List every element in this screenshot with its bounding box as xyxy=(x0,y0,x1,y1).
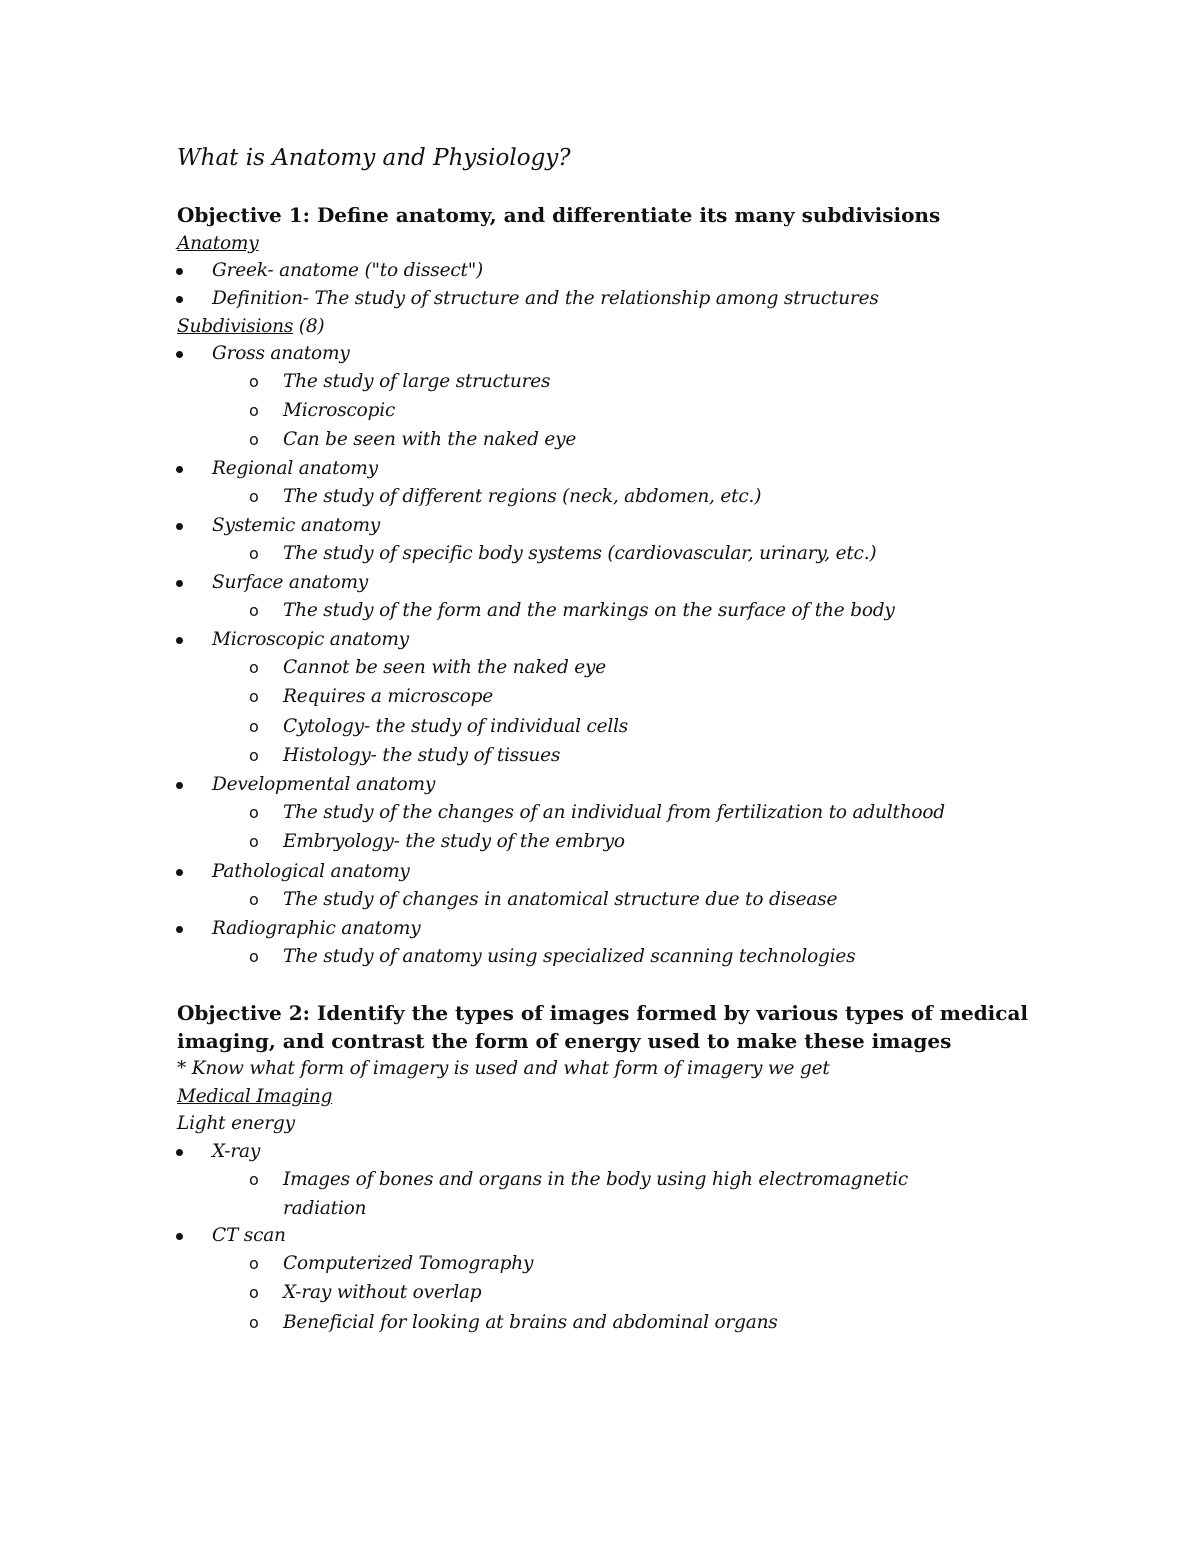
anatomy-heading: Anatomy xyxy=(177,233,259,254)
subdivision-detail: The study of specific body systems (cardiovascular, urinary, etc.) xyxy=(283,543,877,564)
imaging-detail: Computerized Tomography xyxy=(283,1253,534,1274)
imaging-detail-continuation: radiation xyxy=(283,1198,367,1219)
bullet-icon xyxy=(176,523,183,530)
circle-bullet-icon: o xyxy=(249,1283,259,1302)
subdivision-detail: Cannot be seen with the naked eye xyxy=(283,657,607,678)
imaging-detail: Beneficial for looking at brains and abdominal organs xyxy=(283,1312,778,1333)
circle-bullet-icon: o xyxy=(249,1254,259,1273)
objective-1-text: Define anatomy, and differentiate its many subdivisions xyxy=(310,203,941,227)
subdivision-detail: The study of different regions (neck, abdomen, etc.) xyxy=(283,486,762,507)
objective-2-heading-line2: imaging, and contrast the form of energy used to make these images xyxy=(177,1029,952,1053)
bullet-icon xyxy=(176,869,183,876)
subdivision-detail: Cytology- the study of individual cells xyxy=(283,716,629,737)
subdivision-detail: Can be seen with the naked eye xyxy=(283,429,577,450)
subdivision-detail: The study of anatomy using specialized scanning technologies xyxy=(283,946,856,967)
subdivisions-count: (8) xyxy=(293,316,325,337)
circle-bullet-icon: o xyxy=(249,890,259,909)
imaging-detail: X-ray without overlap xyxy=(283,1282,482,1303)
subdivision-detail: The study of the form and the markings on the surface of the body xyxy=(283,600,895,621)
note-text: * Know what form of imagery is used and what form of imagery we get xyxy=(177,1058,830,1079)
subdivision-detail: Embryology- the study of the embryo xyxy=(283,831,625,852)
bullet-icon xyxy=(176,926,183,933)
subdivisions-heading xyxy=(177,313,324,341)
subdivision-name: Gross anatomy xyxy=(212,343,350,364)
medical-imaging-heading: Medical Imaging xyxy=(177,1086,333,1107)
subdivision-name: Pathological anatomy xyxy=(212,861,410,882)
bullet-icon xyxy=(176,351,183,358)
subdivision-detail: The study of the changes of an individual from fertilization to adulthood xyxy=(283,802,945,823)
imaging-detail: Images of bones and organs in the body using high electromagnetic xyxy=(283,1169,908,1190)
circle-bullet-icon: o xyxy=(249,947,259,966)
circle-bullet-icon: o xyxy=(249,401,259,420)
circle-bullet-icon: o xyxy=(249,687,259,706)
circle-bullet-icon: o xyxy=(249,832,259,851)
subdivision-detail: Requires a microscope xyxy=(283,686,494,707)
subdivision-name: Radiographic anatomy xyxy=(212,918,421,939)
circle-bullet-icon: o xyxy=(249,430,259,449)
imaging-name: X-ray xyxy=(212,1141,261,1162)
subdivision-name: Microscopic anatomy xyxy=(212,629,409,650)
bullet-icon xyxy=(176,1233,183,1240)
circle-bullet-icon: o xyxy=(249,803,259,822)
circle-bullet-icon: o xyxy=(249,658,259,677)
bullet-icon xyxy=(176,637,183,644)
subdivision-name: Systemic anatomy xyxy=(212,515,381,536)
circle-bullet-icon: o xyxy=(249,544,259,563)
subdivisions-label: Subdivisions xyxy=(177,316,294,337)
bullet-icon xyxy=(176,268,183,275)
circle-bullet-icon: o xyxy=(249,372,259,391)
objective-2-label: Objective 2: xyxy=(177,1001,310,1025)
subdivision-name: Surface anatomy xyxy=(212,572,369,593)
circle-bullet-icon: o xyxy=(249,746,259,765)
bullet-icon xyxy=(176,580,183,587)
bullet-icon xyxy=(176,782,183,789)
circle-bullet-icon: o xyxy=(249,601,259,620)
subdivision-detail: The study of large structures xyxy=(283,371,551,392)
objective-1-heading xyxy=(177,201,940,229)
subdivision-name: Regional anatomy xyxy=(212,458,378,479)
bullet-icon xyxy=(176,296,183,303)
light-energy-heading: Light energy xyxy=(177,1113,295,1134)
subdivision-detail: Microscopic xyxy=(283,400,396,421)
bullet-icon xyxy=(176,466,183,473)
objective-1-label: Objective 1: xyxy=(177,203,310,227)
subdivision-name: Developmental anatomy xyxy=(212,774,436,795)
bullet-icon xyxy=(176,1149,183,1156)
subdivision-detail: Histology- the study of tissues xyxy=(283,745,561,766)
anatomy-item: Greek- anatome ("to dissect") xyxy=(212,260,484,281)
circle-bullet-icon: o xyxy=(249,487,259,506)
circle-bullet-icon: o xyxy=(249,717,259,736)
objective-2-text-line1: Identify the types of images formed by various types of medical xyxy=(310,1001,1029,1025)
circle-bullet-icon: o xyxy=(249,1313,259,1332)
circle-bullet-icon: o xyxy=(249,1170,259,1189)
anatomy-item: Definition- The study of structure and the relationship among structures xyxy=(212,288,879,309)
page-title: What is Anatomy and Physiology? xyxy=(177,145,571,171)
imaging-name: CT scan xyxy=(212,1225,286,1246)
objective-2-heading xyxy=(177,999,1028,1027)
subdivision-detail: The study of changes in anatomical structure due to disease xyxy=(283,889,838,910)
